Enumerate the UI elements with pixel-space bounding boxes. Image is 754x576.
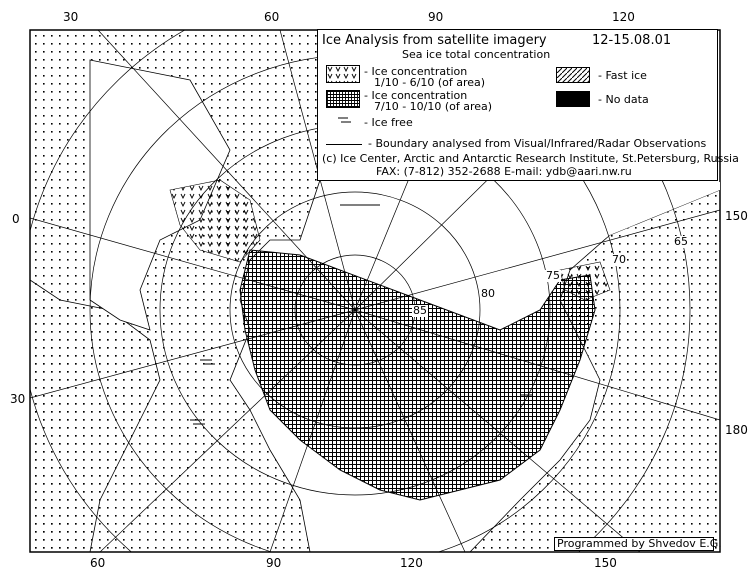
- lat-label-65: 65: [674, 235, 688, 248]
- legend-date: 12-15.08.01: [592, 33, 672, 48]
- legend-high-line1: - Ice concentration: [364, 89, 468, 102]
- bottom-label-150: 150: [594, 556, 617, 570]
- legend-ice-free: - Ice free: [364, 116, 413, 129]
- left-label-0: 0: [12, 212, 20, 226]
- legend-contact: FAX: (7-812) 352-2688 E-mail: ydb@aari.nw.ru: [376, 165, 632, 178]
- top-label-90: 90: [428, 10, 444, 24]
- top-label-60: 60: [264, 10, 280, 24]
- swatch-no-data: [556, 91, 590, 107]
- top-label-120: 120: [612, 10, 635, 24]
- legend-copyright: (c) Ice Center, Arctic and Antarctic Research Institute, St.Petersburg, Russia: [322, 152, 739, 165]
- bottom-label-60: 60: [90, 556, 106, 570]
- legend-fast-ice: - Fast ice: [598, 69, 647, 82]
- lat-label-75: 75: [546, 269, 560, 282]
- legend-low-line1: - Ice concentration: [364, 65, 468, 78]
- lat-label-80: 80: [481, 287, 495, 300]
- swatch-boundary-line: [326, 144, 362, 145]
- legend-high-line2: 7/10 - 10/10 (of area): [374, 100, 493, 113]
- right-label-150: 150: [725, 209, 748, 223]
- top-label-30: 30: [63, 10, 79, 24]
- legend-low-line2: 1/10 - 6/10 (of area): [374, 76, 486, 89]
- bottom-label-90: 90: [266, 556, 282, 570]
- legend-title: Ice Analysis from satellite imagery: [322, 33, 547, 48]
- credit-box: Programmed by Shvedov E.G.: [554, 537, 714, 551]
- swatch-ice-free: [338, 116, 352, 124]
- lat-label-85: 85: [413, 304, 427, 317]
- bottom-label-120: 120: [400, 556, 423, 570]
- right-label-180: 180: [725, 423, 748, 437]
- legend-box: [317, 29, 739, 181]
- swatch-high-concentration: [326, 90, 360, 108]
- swatch-fast-ice: [556, 67, 590, 83]
- swatch-low-concentration: [326, 65, 360, 83]
- legend-no-data: - No data: [598, 93, 649, 106]
- legend-boundary: - Boundary analysed from Visual/Infrared/Radar Observations: [368, 137, 707, 150]
- lat-label-70: 70: [612, 253, 626, 266]
- legend-subtitle: Sea ice total concentration: [402, 48, 551, 61]
- left-label-30: 30: [10, 392, 26, 406]
